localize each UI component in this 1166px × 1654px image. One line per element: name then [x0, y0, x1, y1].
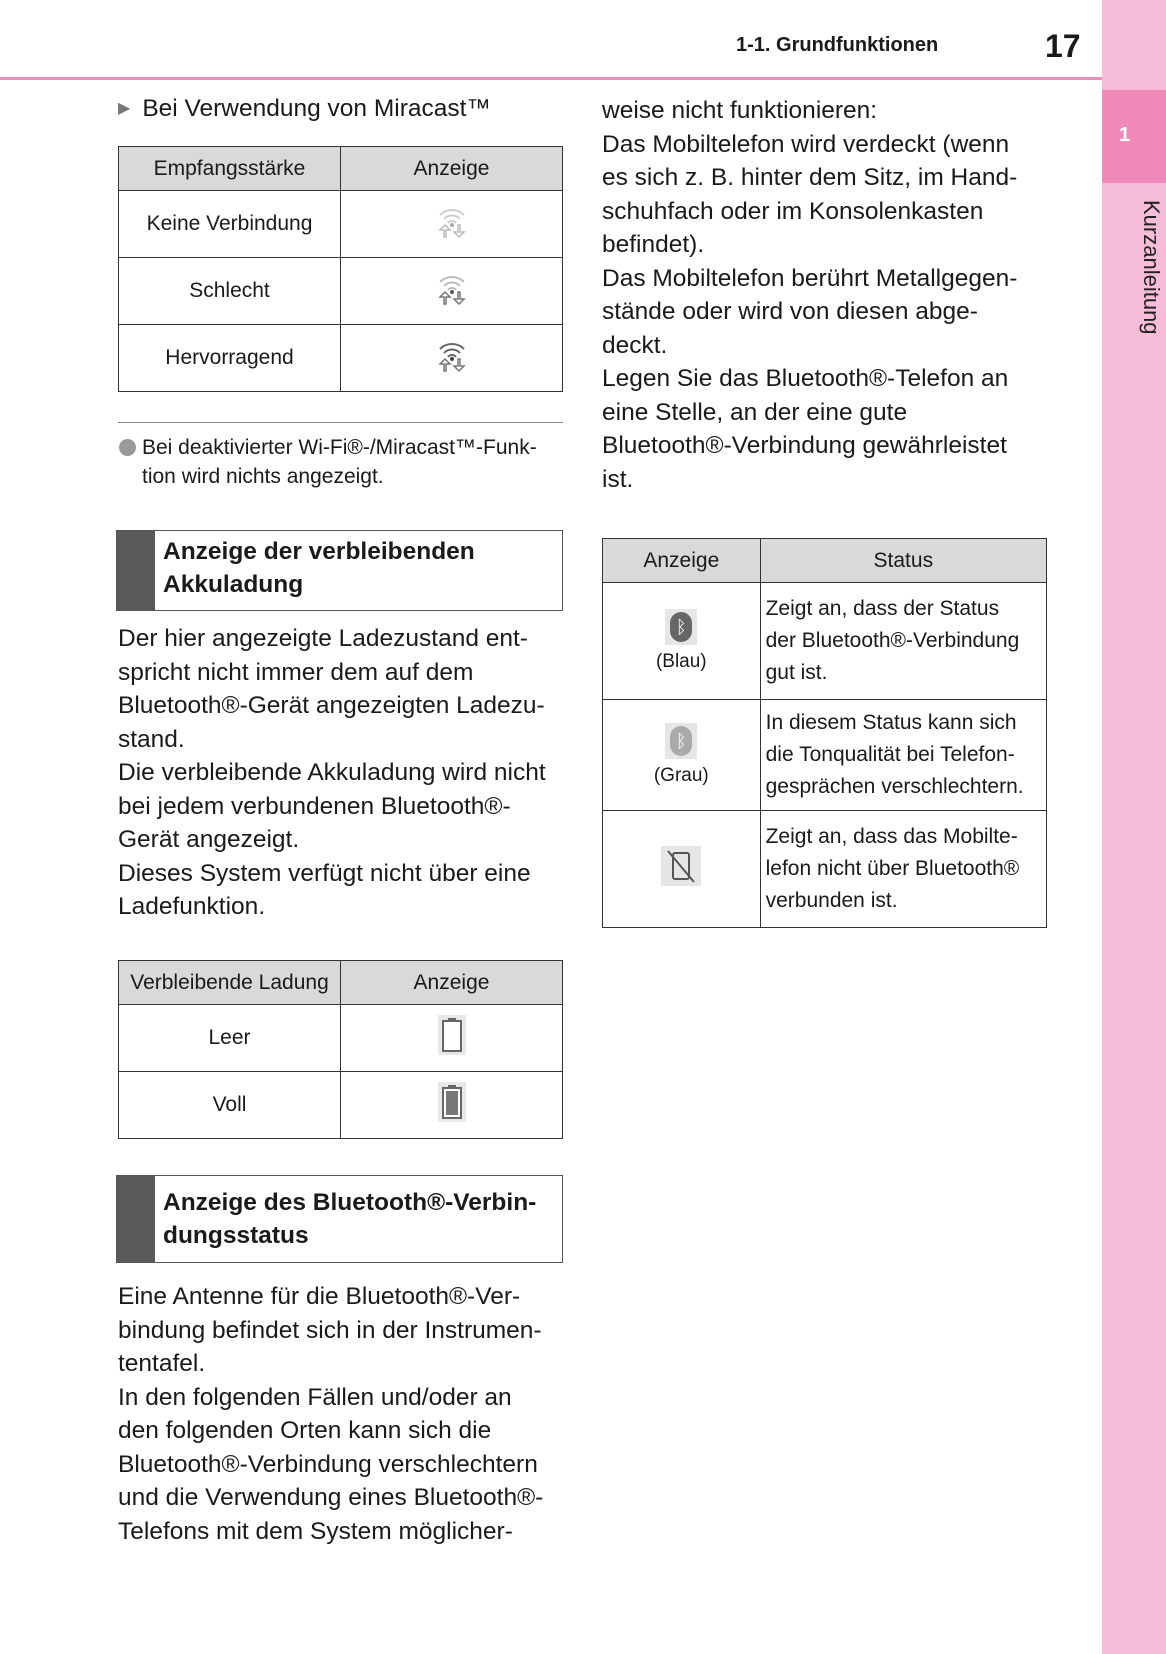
section-title-text	[163, 535, 475, 601]
text-line: bei jedem verbundenen Bluetooth®-	[118, 792, 511, 820]
triangle-bullet-icon: ▶	[118, 100, 131, 117]
battery-table	[118, 960, 563, 1139]
chapter-label: Kurzanleitung	[1139, 200, 1164, 335]
section-heading-bluetooth	[116, 1175, 563, 1263]
bluetooth-blue-icon: ᛒ	[665, 609, 697, 645]
miracast-heading: ▶ Bei Verwendung von Miracast™	[118, 95, 491, 122]
text-line: die Tonqualität bei Telefon-	[765, 743, 1015, 766]
text-line: gesprächen verschlechtern.	[765, 775, 1024, 798]
section-bar	[117, 531, 155, 610]
text-line: deckt.	[602, 331, 668, 359]
row-label: Schlecht	[119, 258, 341, 325]
wifi-none-icon	[341, 191, 563, 258]
text-line: Bluetooth®-Verbindung gewährleistet	[602, 432, 1007, 459]
text-line: bindung befindet sich in der Instrumen-	[118, 1316, 542, 1344]
bluetooth-status-table	[602, 538, 1047, 928]
text-line: tentafel.	[118, 1350, 206, 1377]
signal-strength-table	[118, 146, 563, 392]
section-bar	[117, 1176, 155, 1262]
row-label: Voll	[119, 1072, 341, 1139]
status-icon-cell	[603, 700, 761, 811]
text-line: Anzeige der verbleibenden	[163, 538, 475, 565]
text-line: den folgenden Orten kann sich die	[118, 1417, 492, 1444]
text-line: verbunden ist.	[765, 889, 898, 912]
text-line: Anzeige des Bluetooth®-Verbin-	[163, 1189, 537, 1216]
section-title-text	[163, 1186, 536, 1252]
status-text	[760, 700, 1046, 811]
text-line: Bluetooth®-Gerät angezeigten Ladezu-	[118, 692, 545, 719]
text-line: Die verbleibende Akkuladung wird nicht	[118, 759, 546, 786]
battery-empty-icon	[341, 1005, 563, 1072]
status-text	[760, 583, 1046, 700]
text-line: Das Mobiltelefon berührt Metallgegen-	[602, 264, 1018, 292]
text-line: Telefons mit dem System möglicher-	[118, 1517, 513, 1545]
text-line: ist.	[602, 465, 634, 493]
column-header: Empfangsstärke	[119, 147, 341, 191]
text-line: Zeigt an, dass der Status	[765, 597, 1000, 620]
text-line: In diesem Status kann sich	[765, 711, 1017, 734]
text-line: Der hier angezeigte Ladezustand ent-	[118, 625, 528, 652]
battery-full-icon	[341, 1072, 563, 1139]
section-title: 1-1. Grundfunktionen	[736, 34, 939, 56]
text-line: Das Mobiltelefon wird verdeckt (wenn	[602, 130, 1010, 158]
text-line: Ladefunktion.	[118, 893, 266, 920]
note-divider	[118, 422, 563, 423]
text-line: tion wird nichts angezeigt.	[142, 465, 384, 488]
text-line: dungsstatus	[163, 1222, 309, 1249]
text-line: Dieses System verfügt nicht über eine	[118, 859, 531, 887]
battery-paragraph	[118, 622, 546, 924]
text-line: Bluetooth®-Verbindung verschlechtern	[118, 1450, 538, 1478]
section-heading-battery	[116, 530, 563, 611]
icon-caption: (Grau)	[653, 765, 709, 786]
chapter-tab[interactable]	[1102, 90, 1166, 183]
text-line: Bei deaktivierter Wi-Fi®-/Miracast™-Funk-	[142, 436, 537, 459]
column-header: Verbleibende Ladung	[119, 961, 341, 1005]
text-line: weise nicht funktionieren:	[602, 97, 878, 124]
text-line: schuhfach oder im Konsolenkasten	[602, 197, 984, 225]
header-divider	[0, 77, 1102, 80]
text-line: stand.	[118, 725, 185, 753]
note-text	[142, 433, 537, 491]
bluetooth-gray-icon: ᛒ	[665, 723, 697, 759]
text-line: gut ist.	[765, 661, 828, 684]
text-line: es sich z. B. hinter dem Sitz, im Hand-	[602, 164, 1018, 191]
wifi-strong-icon	[341, 325, 563, 392]
phone-disconnected-icon	[661, 846, 701, 886]
text-line: Legen Sie das Bluetooth®-Telefon an	[602, 365, 1009, 392]
chapter-number: 1	[1119, 124, 1131, 146]
text-line: lefon nicht über Bluetooth®	[765, 857, 1020, 880]
page-number: 17	[1045, 28, 1081, 64]
text-line: spricht nicht immer dem auf dem	[118, 658, 474, 686]
text-line: Zeigt an, dass das Mobilte-	[765, 825, 1018, 848]
status-icon-cell	[603, 583, 761, 700]
text-line: befindet).	[602, 231, 705, 258]
text-line: eine Stelle, an der eine gute	[602, 398, 908, 426]
column-header: Anzeige	[341, 961, 563, 1005]
wifi-weak-icon	[341, 258, 563, 325]
text-line: Akkuladung	[163, 571, 304, 598]
status-text	[760, 811, 1046, 928]
bullet-dot-icon	[119, 439, 136, 456]
right-paragraph	[602, 94, 1017, 496]
row-label: Hervorragend	[119, 325, 341, 392]
text-line: und die Verwendung eines Bluetooth®-	[118, 1484, 544, 1511]
row-label: Leer	[119, 1005, 341, 1072]
bluetooth-paragraph	[118, 1280, 543, 1548]
text-line: der Bluetooth®-Verbindung	[765, 629, 1020, 652]
column-header: Anzeige	[341, 147, 563, 191]
column-header: Anzeige	[603, 539, 761, 583]
status-icon-cell	[603, 811, 761, 928]
icon-caption: (Blau)	[655, 651, 707, 672]
text-line: In den folgenden Fällen und/oder an	[118, 1383, 512, 1411]
text-line: stände oder wird von diesen abge-	[602, 298, 978, 325]
row-label: Keine Verbindung	[119, 191, 341, 258]
text-line: Eine Antenne für die Bluetooth®-Ver-	[118, 1283, 521, 1310]
text-line: Gerät angezeigt.	[118, 826, 300, 853]
column-header: Status	[760, 539, 1046, 583]
